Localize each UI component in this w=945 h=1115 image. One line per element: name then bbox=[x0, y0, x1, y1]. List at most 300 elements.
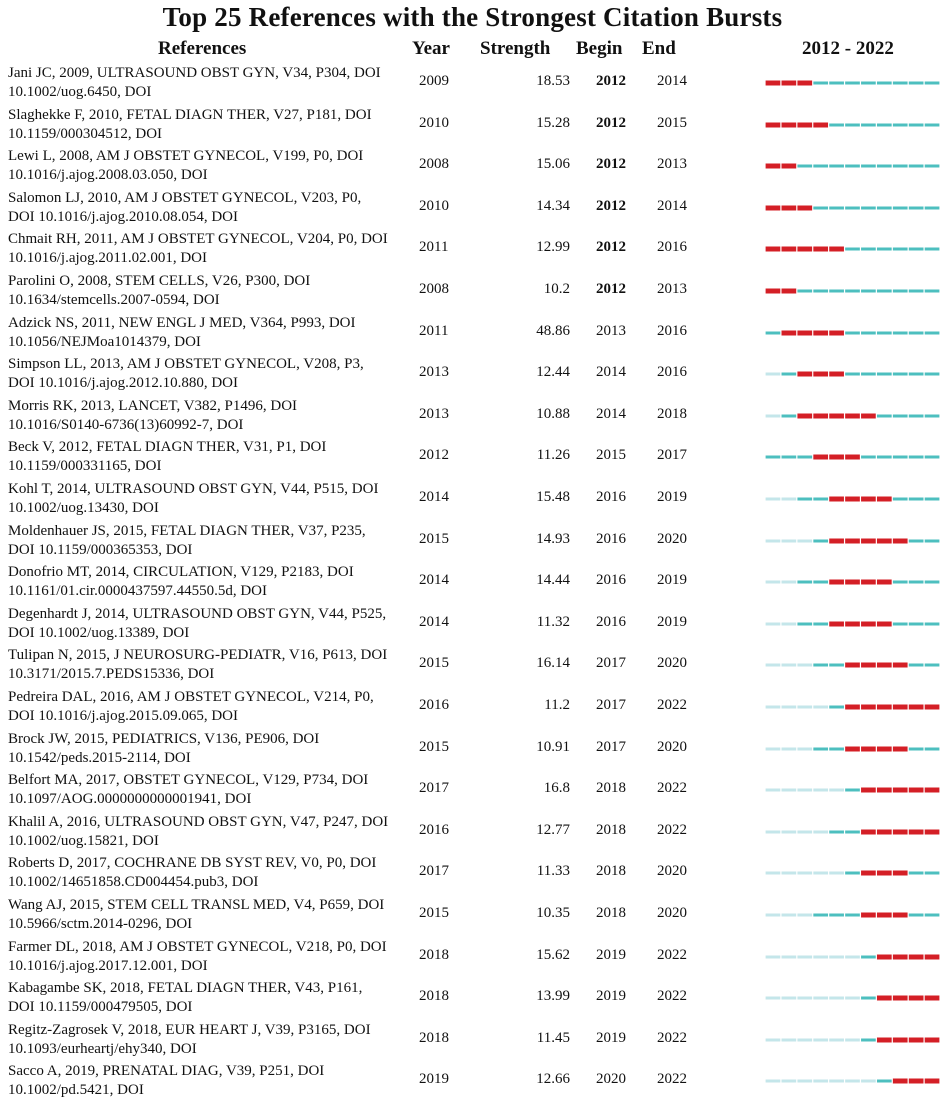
begin-cell: 2015 bbox=[596, 447, 626, 464]
timeline-segment-inactive bbox=[797, 789, 812, 792]
begin-cell: 2012 bbox=[596, 114, 626, 131]
burst-timeline bbox=[765, 242, 940, 256]
timeline-segment-active bbox=[813, 165, 828, 168]
burst-segment bbox=[925, 788, 940, 793]
timeline-segment-inactive bbox=[797, 997, 812, 1000]
burst-segment bbox=[813, 247, 828, 252]
timeline-segment-inactive bbox=[813, 830, 828, 833]
burst-segment bbox=[861, 746, 876, 751]
year-cell: 2018 bbox=[419, 1029, 449, 1046]
reference-line1: Chmait RH, 2011, AM J OBSTET GYNECOL, V204, P0, DOI bbox=[8, 231, 388, 248]
burst-segment bbox=[861, 788, 876, 793]
year-cell: 2015 bbox=[419, 905, 449, 921]
burst-segment bbox=[861, 871, 876, 876]
timeline-segment-inactive bbox=[797, 872, 812, 875]
burst-segment bbox=[861, 580, 876, 585]
timeline-segment-active bbox=[782, 414, 797, 417]
timeline-segment-active bbox=[813, 539, 828, 542]
timeline-segment-active bbox=[766, 456, 781, 459]
timeline-segment-active bbox=[877, 290, 892, 293]
burst-timeline bbox=[765, 950, 940, 964]
reference-cell bbox=[8, 730, 408, 768]
strength-cell: 15.48 bbox=[536, 489, 570, 505]
reference-cell bbox=[8, 438, 408, 476]
timeline-segment-inactive bbox=[766, 872, 781, 875]
strength-cell: 10.88 bbox=[536, 405, 570, 422]
timeline-segment-active bbox=[909, 248, 924, 251]
end-cell: 2016 bbox=[657, 322, 687, 339]
burst-segment bbox=[909, 829, 924, 834]
strength-cell: 15.62 bbox=[536, 946, 570, 963]
table-row bbox=[0, 145, 945, 187]
reference-cell bbox=[8, 979, 408, 1017]
table-row bbox=[0, 1019, 945, 1061]
timeline-segment-active bbox=[782, 373, 797, 376]
strength-cell: 16.8 bbox=[543, 780, 570, 797]
burst-segment bbox=[845, 580, 860, 585]
timeline-segment-active bbox=[813, 82, 828, 85]
header-begin: Begin bbox=[576, 38, 623, 59]
timeline-segment-active bbox=[845, 290, 860, 293]
burst-segment bbox=[925, 1037, 940, 1042]
timeline-segment-active bbox=[813, 206, 828, 209]
timeline-segment-inactive bbox=[797, 955, 812, 958]
timeline-segment-active bbox=[909, 331, 924, 334]
timeline-segment-inactive bbox=[845, 1038, 860, 1041]
year-cell: 2015 bbox=[419, 655, 449, 672]
timeline-segment-inactive bbox=[797, 747, 812, 750]
timeline-segment-active bbox=[893, 373, 908, 376]
begin-cell: 2019 bbox=[596, 1029, 626, 1046]
burst-segment bbox=[829, 413, 844, 418]
burst-segment bbox=[893, 705, 908, 710]
timeline-segment-active bbox=[797, 165, 812, 168]
header-references: References bbox=[158, 38, 247, 59]
timeline-segment-inactive bbox=[845, 1080, 860, 1083]
end-cell: 2016 bbox=[657, 239, 687, 256]
reference-line1: Tulipan N, 2015, J NEUROSURG-PEDIATR, V16, P613, DOI bbox=[8, 647, 388, 664]
end-cell: 2022 bbox=[657, 697, 687, 713]
strength-cell: 11.33 bbox=[536, 863, 570, 880]
year-cell: 2016 bbox=[419, 697, 449, 713]
timeline-segment-active bbox=[925, 914, 940, 917]
timeline-segment-inactive bbox=[797, 914, 812, 917]
timeline-segment-inactive bbox=[813, 706, 828, 709]
year-cell: 2010 bbox=[419, 114, 449, 131]
begin-cell: 2020 bbox=[596, 1071, 626, 1088]
timeline-segment-inactive bbox=[797, 664, 812, 667]
burst-segment bbox=[782, 81, 797, 86]
timeline-segment-active bbox=[877, 373, 892, 376]
burst-segment bbox=[845, 413, 860, 418]
timeline-segment-inactive bbox=[829, 955, 844, 958]
reference-cell bbox=[8, 397, 408, 435]
burst-timeline bbox=[765, 991, 940, 1005]
timeline-segment-active bbox=[861, 206, 876, 209]
timeline-segment-active bbox=[925, 581, 940, 584]
end-cell: 2020 bbox=[657, 905, 687, 921]
reference-line1: Simpson LL, 2013, AM J OBSTET GYNECOL, V208, P3, bbox=[8, 356, 364, 373]
strength-cell: 11.32 bbox=[536, 613, 570, 630]
timeline-segment-inactive bbox=[813, 997, 828, 1000]
burst-segment bbox=[766, 205, 781, 210]
reference-cell bbox=[8, 771, 408, 809]
timeline-segment-inactive bbox=[782, 789, 797, 792]
reference-line2: 10.1097/AOG.0000000000001941, DOI bbox=[8, 791, 252, 808]
burst-segment bbox=[845, 497, 860, 502]
burst-timeline bbox=[765, 742, 940, 756]
timeline-segment-active bbox=[909, 664, 924, 667]
timeline-segment-active bbox=[845, 789, 860, 792]
begin-cell: 2018 bbox=[596, 821, 626, 838]
header-strength: Strength bbox=[480, 38, 551, 59]
burst-segment bbox=[766, 122, 781, 127]
begin-cell: 2012 bbox=[596, 197, 626, 214]
timeline-segment-active bbox=[877, 1080, 892, 1083]
burst-segment bbox=[877, 996, 892, 1001]
reference-line2: 10.1056/NEJMoa1014379, DOI bbox=[8, 333, 201, 350]
strength-cell: 10.35 bbox=[536, 905, 570, 921]
table-row bbox=[0, 478, 945, 520]
begin-cell: 2012 bbox=[596, 156, 626, 173]
burst-segment bbox=[861, 538, 876, 543]
burst-segment bbox=[766, 247, 781, 252]
end-cell: 2014 bbox=[657, 197, 687, 214]
reference-cell bbox=[8, 272, 408, 310]
burst-segment bbox=[861, 413, 876, 418]
timeline-segment-active bbox=[909, 456, 924, 459]
reference-cell bbox=[8, 355, 408, 393]
begin-cell: 2012 bbox=[596, 281, 626, 297]
reference-cell bbox=[8, 896, 408, 934]
timeline-segment-active bbox=[893, 456, 908, 459]
begin-cell: 2016 bbox=[596, 613, 626, 630]
timeline-segment-inactive bbox=[766, 997, 781, 1000]
reference-cell bbox=[8, 605, 408, 643]
timeline-segment-inactive bbox=[766, 373, 781, 376]
timeline-segment-active bbox=[877, 165, 892, 168]
burst-segment bbox=[893, 829, 908, 834]
reference-cell bbox=[8, 230, 408, 268]
reference-line2: 10.1159/000331165, DOI bbox=[8, 458, 162, 475]
timeline-segment-active bbox=[925, 664, 940, 667]
table-row bbox=[0, 353, 945, 395]
table-row bbox=[0, 894, 945, 936]
timeline-segment-inactive bbox=[813, 872, 828, 875]
reference-line2: 10.1634/stemcells.2007-0594, DOI bbox=[8, 292, 220, 308]
burst-segment bbox=[797, 330, 812, 335]
table-row bbox=[0, 644, 945, 686]
year-cell: 2017 bbox=[419, 863, 449, 880]
burst-timeline bbox=[765, 700, 940, 714]
timeline-segment-active bbox=[925, 414, 940, 417]
year-cell: 2008 bbox=[419, 156, 449, 173]
timeline-segment-inactive bbox=[813, 955, 828, 958]
burst-segment bbox=[845, 705, 860, 710]
burst-segment bbox=[893, 996, 908, 1001]
burst-timeline bbox=[765, 658, 940, 672]
burst-segment bbox=[893, 663, 908, 668]
timeline-segment-active bbox=[845, 206, 860, 209]
timeline-segment-active bbox=[909, 123, 924, 126]
burst-segment bbox=[829, 580, 844, 585]
timeline-segment-inactive bbox=[782, 997, 797, 1000]
timeline-segment-active bbox=[877, 248, 892, 251]
reference-line1: Degenhardt J, 2014, ULTRASOUND OBST GYN, V44, P525, bbox=[8, 605, 387, 622]
end-cell: 2013 bbox=[657, 156, 687, 173]
timeline-segment-active bbox=[909, 498, 924, 501]
end-cell: 2013 bbox=[657, 281, 687, 297]
timeline-segment-active bbox=[893, 248, 908, 251]
table-row bbox=[0, 977, 945, 1019]
burst-segment bbox=[766, 164, 781, 169]
timeline-segment-active bbox=[861, 373, 876, 376]
reference-cell bbox=[8, 563, 408, 601]
burst-segment bbox=[766, 81, 781, 86]
timeline-segment-inactive bbox=[782, 955, 797, 958]
reference-cell bbox=[8, 522, 408, 560]
burst-segment bbox=[829, 497, 844, 502]
table-row bbox=[0, 520, 945, 562]
timeline-segment-active bbox=[893, 290, 908, 293]
timeline-segment-active bbox=[829, 830, 844, 833]
timeline-segment-active bbox=[909, 872, 924, 875]
timeline-segment-active bbox=[925, 123, 940, 126]
timeline-segment-active bbox=[909, 165, 924, 168]
timeline-segment-active bbox=[925, 290, 940, 293]
timeline-segment-active bbox=[797, 290, 812, 293]
reference-line2: DOI 10.1159/000479505, DOI bbox=[8, 999, 193, 1016]
timeline-segment-inactive bbox=[813, 1038, 828, 1041]
burst-segment bbox=[925, 954, 940, 959]
end-cell: 2014 bbox=[657, 73, 687, 89]
strength-cell: 11.45 bbox=[536, 1029, 570, 1046]
strength-cell: 14.44 bbox=[536, 572, 570, 589]
timeline-segment-active bbox=[925, 622, 940, 625]
end-cell: 2019 bbox=[657, 613, 687, 630]
burst-segment bbox=[829, 455, 844, 460]
timeline-segment-active bbox=[893, 414, 908, 417]
timeline-segment-active bbox=[909, 622, 924, 625]
timeline-segment-active bbox=[829, 165, 844, 168]
year-cell: 2014 bbox=[419, 613, 449, 630]
year-cell: 2014 bbox=[419, 572, 449, 589]
timeline-segment-active bbox=[797, 456, 812, 459]
burst-segment bbox=[877, 871, 892, 876]
burst-segment bbox=[782, 247, 797, 252]
reference-line1: Brock JW, 2015, PEDIATRICS, V136, PE906, DOI bbox=[8, 730, 320, 747]
strength-cell: 14.34 bbox=[536, 197, 570, 214]
timeline-segment-active bbox=[925, 373, 940, 376]
timeline-segment-active bbox=[861, 1038, 876, 1041]
table-row bbox=[0, 603, 945, 645]
timeline-segment-active bbox=[877, 206, 892, 209]
burst-segment bbox=[861, 497, 876, 502]
burst-segment bbox=[861, 913, 876, 918]
timeline-segment-active bbox=[893, 123, 908, 126]
strength-cell: 48.86 bbox=[536, 322, 570, 339]
strength-cell: 15.28 bbox=[536, 114, 570, 131]
timeline-segment-inactive bbox=[829, 789, 844, 792]
timeline-segment-active bbox=[925, 82, 940, 85]
timeline-segment-inactive bbox=[797, 830, 812, 833]
timeline-segment-inactive bbox=[797, 706, 812, 709]
timeline-segment-active bbox=[845, 248, 860, 251]
timeline-segment-active bbox=[925, 539, 940, 542]
reference-line2: 10.1002/14651858.CD004454.pub3, DOI bbox=[8, 874, 259, 891]
year-cell: 2018 bbox=[419, 988, 449, 1005]
timeline-segment-active bbox=[909, 581, 924, 584]
timeline-segment-active bbox=[829, 82, 844, 85]
begin-cell: 2017 bbox=[596, 697, 626, 713]
timeline-segment-active bbox=[909, 414, 924, 417]
reference-line1: Wang AJ, 2015, STEM CELL TRANSL MED, V4, P659, DOI bbox=[8, 897, 385, 913]
reference-cell bbox=[8, 64, 408, 102]
timeline-segment-active bbox=[893, 165, 908, 168]
header-year: Year bbox=[412, 38, 450, 59]
reference-line1: Belfort MA, 2017, OBSTET GYNECOL, V129, P734, DOI bbox=[8, 772, 369, 789]
table-row bbox=[0, 312, 945, 354]
end-cell: 2020 bbox=[657, 530, 687, 547]
end-cell: 2016 bbox=[657, 364, 687, 381]
year-cell: 2014 bbox=[419, 489, 449, 505]
burst-segment bbox=[893, 788, 908, 793]
burst-timeline bbox=[765, 118, 940, 132]
burst-segment bbox=[797, 81, 812, 86]
year-cell: 2010 bbox=[419, 197, 449, 214]
reference-line1: Kohl T, 2014, ULTRASOUND OBST GYN, V44, P515, DOI bbox=[8, 481, 379, 497]
timeline-segment-inactive bbox=[782, 622, 797, 625]
reference-line1: Beck V, 2012, FETAL DIAGN THER, V31, P1, DOI bbox=[8, 439, 327, 456]
timeline-segment-active bbox=[877, 82, 892, 85]
end-cell: 2020 bbox=[657, 738, 687, 755]
strength-cell: 10.91 bbox=[536, 738, 570, 755]
timeline-segment-active bbox=[893, 581, 908, 584]
reference-line1: Roberts D, 2017, COCHRANE DB SYST REV, V0, P0, DOI bbox=[8, 855, 377, 872]
burst-timeline bbox=[765, 492, 940, 506]
burst-segment bbox=[829, 330, 844, 335]
burst-segment bbox=[797, 122, 812, 127]
timeline-segment-inactive bbox=[829, 997, 844, 1000]
burst-segment bbox=[782, 122, 797, 127]
begin-cell: 2019 bbox=[596, 988, 626, 1005]
burst-segment bbox=[829, 247, 844, 252]
timeline-segment-inactive bbox=[845, 997, 860, 1000]
strength-cell: 12.77 bbox=[536, 821, 570, 838]
begin-cell: 2016 bbox=[596, 489, 626, 505]
burst-segment bbox=[925, 829, 940, 834]
burst-timeline bbox=[765, 159, 940, 173]
burst-segment bbox=[861, 705, 876, 710]
timeline-segment-inactive bbox=[782, 539, 797, 542]
timeline-segment-active bbox=[861, 955, 876, 958]
reference-line2: 10.1016/j.ajog.2017.12.001, DOI bbox=[8, 957, 208, 974]
reference-line2: 10.1002/uog.15821, DOI bbox=[8, 832, 159, 849]
table-row bbox=[0, 811, 945, 853]
reference-cell bbox=[8, 1062, 408, 1100]
burst-segment bbox=[877, 954, 892, 959]
timeline-segment-active bbox=[893, 206, 908, 209]
timeline-segment-inactive bbox=[782, 872, 797, 875]
reference-line2: 10.1159/000304512, DOI bbox=[8, 125, 163, 142]
burst-segment bbox=[893, 746, 908, 751]
burst-segment bbox=[861, 663, 876, 668]
table-row bbox=[0, 852, 945, 894]
burst-timeline bbox=[765, 76, 940, 90]
burst-segment bbox=[877, 580, 892, 585]
burst-segment bbox=[845, 663, 860, 668]
burst-timeline bbox=[765, 201, 940, 215]
reference-cell bbox=[8, 938, 408, 976]
timeline-segment-inactive bbox=[766, 1038, 781, 1041]
burst-segment bbox=[877, 705, 892, 710]
begin-cell: 2016 bbox=[596, 572, 626, 589]
reference-line1: Donofrio MT, 2014, CIRCULATION, V129, P2183, DOI bbox=[8, 564, 354, 581]
burst-segment bbox=[797, 372, 812, 377]
table-row bbox=[0, 395, 945, 437]
burst-segment bbox=[893, 913, 908, 918]
reference-cell bbox=[8, 688, 408, 726]
timeline-segment-active bbox=[925, 248, 940, 251]
timeline-segment-inactive bbox=[766, 955, 781, 958]
year-cell: 2016 bbox=[419, 821, 449, 838]
end-cell: 2018 bbox=[657, 405, 687, 422]
timeline-segment-active bbox=[829, 123, 844, 126]
timeline-segment-active bbox=[861, 997, 876, 1000]
burst-segment bbox=[782, 330, 797, 335]
reference-cell bbox=[8, 314, 408, 352]
reference-cell bbox=[8, 189, 408, 227]
header-end: End bbox=[642, 38, 676, 59]
burst-timeline bbox=[765, 575, 940, 589]
reference-cell bbox=[8, 106, 408, 144]
strength-cell: 13.99 bbox=[536, 988, 570, 1005]
end-cell: 2022 bbox=[657, 1029, 687, 1046]
timeline-segment-inactive bbox=[782, 830, 797, 833]
burst-segment bbox=[861, 621, 876, 626]
timeline-segment-inactive bbox=[766, 581, 781, 584]
timeline-segment-active bbox=[845, 82, 860, 85]
burst-segment bbox=[797, 413, 812, 418]
reference-line2: 10.1542/peds.2015-2114, DOI bbox=[8, 749, 191, 766]
reference-cell bbox=[8, 1021, 408, 1059]
reference-line2: 10.1002/uog.13430, DOI bbox=[8, 500, 159, 516]
timeline-segment-active bbox=[877, 456, 892, 459]
burst-segment bbox=[877, 1037, 892, 1042]
end-cell: 2020 bbox=[657, 655, 687, 672]
year-cell: 2011 bbox=[419, 239, 449, 256]
timeline-segment-inactive bbox=[829, 1038, 844, 1041]
timeline-segment-inactive bbox=[782, 1038, 797, 1041]
strength-cell: 16.14 bbox=[536, 655, 570, 672]
timeline-segment-active bbox=[861, 456, 876, 459]
burst-segment bbox=[813, 455, 828, 460]
timeline-segment-active bbox=[909, 82, 924, 85]
burst-timeline bbox=[765, 409, 940, 423]
end-cell: 2019 bbox=[657, 489, 687, 505]
timeline-segment-inactive bbox=[766, 414, 781, 417]
timeline-segment-inactive bbox=[782, 1080, 797, 1083]
timeline-segment-active bbox=[813, 498, 828, 501]
end-cell: 2022 bbox=[657, 946, 687, 963]
timeline-segment-active bbox=[861, 331, 876, 334]
end-cell: 2022 bbox=[657, 780, 687, 797]
timeline-segment-active bbox=[861, 248, 876, 251]
timeline-segment-active bbox=[925, 206, 940, 209]
reference-line1: Sacco A, 2019, PRENATAL DIAG, V39, P251, DOI bbox=[8, 1063, 325, 1080]
reference-line2: 10.1016/j.ajog.2011.02.001, DOI bbox=[8, 250, 208, 267]
reference-line2: DOI 10.1159/000365353, DOI bbox=[8, 541, 193, 558]
